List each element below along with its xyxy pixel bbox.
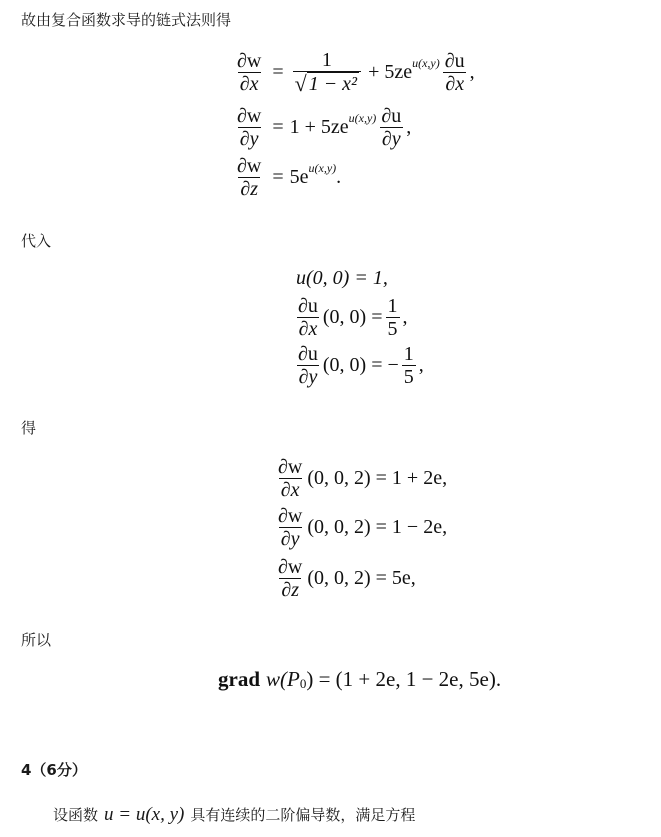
intro-text: 故由复合函数求导的链式法则得: [21, 11, 232, 29]
rhs: (0, 0, 2) = 1 − 2e,: [307, 515, 448, 538]
numerator: ∂w: [237, 104, 262, 127]
rhs: (0, 0, 2) = 1 + 2e,: [307, 466, 448, 489]
fraction-dw-dy: [276, 505, 304, 550]
args: (0, 0) =: [322, 305, 383, 328]
denominator: 5: [387, 317, 398, 340]
numerator: ∂u: [298, 294, 318, 317]
denominator: ∂z: [281, 578, 299, 601]
numerator: ∂w: [237, 154, 262, 177]
denominator: ∂x: [445, 72, 465, 95]
fraction-dw-dx: [235, 50, 263, 95]
fraction-dw-dy: [235, 105, 263, 150]
equation-dw-dx: [232, 44, 475, 100]
sub-du-dx: [296, 292, 408, 342]
numerator: ∂w: [278, 504, 303, 527]
denominator: ∂y: [239, 127, 259, 150]
get-text: 得: [21, 419, 37, 437]
fraction-dw-dz: [276, 556, 304, 601]
fraction-dw-dx: [276, 456, 304, 501]
numerator: 1: [321, 48, 332, 71]
denominator: [293, 71, 361, 96]
exponent: u(x,y): [412, 55, 440, 70]
numerator: ∂u: [381, 104, 402, 127]
problem-text-1: 设函数: [53, 806, 99, 824]
exponent: u(x,y): [348, 110, 377, 125]
fraction-one-over-sqrt: [293, 49, 361, 96]
denominator: ∂x: [298, 317, 318, 340]
fraction-du-dx: [296, 295, 320, 340]
rhs: 1 + 5ze: [289, 115, 349, 138]
denominator: ∂z: [240, 177, 258, 200]
denominator: ∂y: [381, 127, 401, 150]
fraction-du-dx: [443, 50, 467, 95]
fraction-one-fifth: [402, 343, 416, 388]
grad-point-subscript: 0: [299, 676, 307, 691]
gradient-result: [218, 666, 501, 692]
rhs: (0, 0, 2) = 5e,: [307, 566, 416, 589]
so-text: 所以: [21, 631, 52, 649]
fraction-dw-dz: [235, 155, 263, 200]
denominator: ∂x: [280, 478, 300, 501]
denominator: ∂y: [280, 527, 300, 550]
problem-text-2: 具有连续的二阶偏导数，满足方程: [190, 806, 416, 824]
result-dw-dz: [276, 553, 416, 603]
problem-math: u = u(x, y): [104, 804, 185, 825]
denominator: 5: [403, 365, 414, 388]
equation-dw-dz: [232, 152, 341, 202]
punct: .: [336, 165, 342, 188]
denominator: ∂x: [239, 72, 259, 95]
equals-sign: =: [272, 60, 284, 83]
sqrt-body: 1 − x²: [308, 72, 358, 95]
result-dw-dy: [276, 502, 447, 552]
exponent: u(x,y): [308, 160, 337, 175]
equals-sign: =: [272, 165, 284, 188]
rhs: 5e: [289, 165, 309, 188]
fraction-du-dy: [379, 105, 403, 150]
numerator: ∂w: [237, 49, 262, 72]
sub-du-dy: [296, 340, 424, 390]
args: (0, 0) = −: [322, 353, 399, 376]
sub-u00: [296, 265, 388, 291]
numerator: 1: [387, 294, 398, 317]
grad-point: (P: [280, 666, 300, 691]
denominator: ∂y: [298, 365, 318, 388]
punct: ,: [406, 115, 412, 138]
numerator: ∂w: [278, 555, 303, 578]
sqrt: √ 1 − x²: [294, 70, 358, 96]
numerator: 1: [403, 342, 414, 365]
sub-u00-text: u(0, 0) = 1,: [296, 266, 388, 289]
problem-heading: 4（6分）: [21, 761, 87, 779]
substitute-text: 代入: [21, 232, 52, 250]
punct: ,: [402, 305, 408, 328]
punct: ,: [418, 353, 424, 376]
fraction-one-fifth: [386, 295, 400, 340]
numerator: ∂w: [278, 455, 303, 478]
grad-w: w: [266, 666, 281, 691]
fraction-du-dy: [296, 343, 320, 388]
equals-sign: =: [272, 115, 284, 138]
problem-statement: [53, 805, 415, 825]
grad-value: ) = (1 + 2e, 1 − 2e, 5e).: [306, 666, 502, 691]
numerator: ∂u: [444, 49, 465, 72]
punct: ,: [469, 60, 475, 83]
grad-operator: grad: [218, 666, 260, 691]
term-5ze: + 5ze: [368, 60, 413, 83]
numerator: ∂u: [298, 342, 318, 365]
result-dw-dx: [276, 453, 447, 503]
equation-dw-dy: [232, 102, 411, 152]
